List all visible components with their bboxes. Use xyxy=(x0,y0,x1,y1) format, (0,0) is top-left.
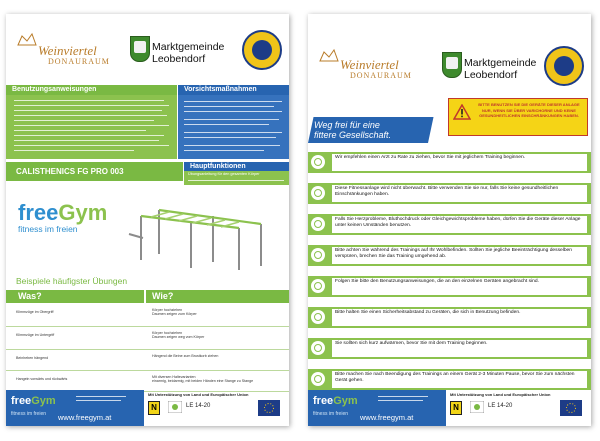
eu-farm-icon xyxy=(470,401,484,413)
brand-line1: Weinviertel xyxy=(340,57,399,72)
freegym-badge-icon xyxy=(311,155,325,169)
rule-item: Wir empfehlen einen Arzt zu Rate zu ziehen, bevor Sie mit jeglichem Training beginnen. xyxy=(308,152,591,173)
warning-text: BITTE BENUTZEN SIE DIE GERÄTE DIESER ANLAGE NUR, WENN SIE ÜBER VARICHORNE UND KEINE GESUNDHEITLICHEN EINSCHRÄNKUNGEN HABEN. xyxy=(478,102,580,118)
main-functions-header: Hauptfunktionen xyxy=(184,162,289,171)
warning-box xyxy=(448,98,588,136)
rule-item: Folgen Sie bitte den Benutzungsanweisungen, die an den einzelnen Geräten angebracht sind. xyxy=(308,276,591,297)
examples-title: Beispiele häufigster Übungen xyxy=(16,276,128,286)
weinviertel-logo xyxy=(318,58,412,81)
eu-flag-icon xyxy=(258,400,280,416)
instruction-sheet-left xyxy=(6,14,289,426)
instruction-sheet-right xyxy=(308,14,591,426)
column-header-was: Was? xyxy=(6,290,144,303)
column-header-wie: Wie? xyxy=(146,290,289,303)
slogan: Weg frei für eine fittere Gesellschaft. xyxy=(314,120,392,140)
support-text: Mit Unterstützung von Land und Europäischer Union xyxy=(450,392,551,397)
footer-website: www.freegym.at xyxy=(58,413,112,422)
municipality-name: Marktgemeinde Leobendorf xyxy=(464,57,537,81)
freegym-badge-icon xyxy=(311,248,325,262)
footer-freegym-logo: freeGym xyxy=(11,395,56,407)
freegym-badge-icon xyxy=(311,279,325,293)
freegym-badge-icon xyxy=(311,341,325,355)
eu-flag-icon xyxy=(560,400,582,416)
device-name: CALISTHENICS FG PRO 003 xyxy=(6,162,183,181)
calisthenics-rig-illustration xyxy=(121,190,281,272)
table-row: Klimmzüge im Untergriff Körper hochziehen Daumen zeigen weg vom Körper xyxy=(6,327,289,350)
footer-tagline: fitness im freien xyxy=(313,411,349,417)
table-row: Hangeln vorwärts und rückwärts Mit diversen Haltevarianten einarmig, beidarmig, mit beiden Händen eine Stange zu Stange xyxy=(6,371,289,392)
coat-of-arms-icon xyxy=(442,52,462,78)
footer xyxy=(6,390,289,426)
lower-austria-logo: N xyxy=(450,401,462,415)
freegym-badge-icon xyxy=(311,186,325,200)
rule-item: Falls Sie Herzprobleme, Bluthochdruck oder Gleichgewichtsprobleme haben, dürfen Sie die Geräte dieser Anlage unter keinen Umständen benutzen. xyxy=(308,214,591,235)
footer-freegym-logo: freeGym xyxy=(313,395,358,407)
footer-tagline: fitness im freien xyxy=(11,411,47,417)
warning-icon xyxy=(453,104,471,120)
table-row: Beinheben hängend Hängend die Beine zum Brustkorb ziehen xyxy=(6,350,289,371)
castle-icon xyxy=(318,48,340,62)
brand-line2: DONAURAUM xyxy=(350,71,412,80)
rule-item: Bitte machen Sie nach Beendigung des Trainings an einem Gerät 2-3 Minuten Pause, bevor Sie zum nächsten Gerät gehen. xyxy=(308,369,591,390)
usage-header: Benutzungsanweisungen xyxy=(6,85,177,95)
footer xyxy=(308,390,591,426)
brand-line2: DONAURAUM xyxy=(48,57,110,66)
weinviertel-logo xyxy=(16,44,110,67)
rule-item: Bitte halten Sie einen Sicherheitsabstand zu Geräten, die sich in Benutzung befinden. xyxy=(308,307,591,328)
main-function-item: Übungsanleitung für den gesamten Körper xyxy=(188,172,260,176)
rule-item: Sie sollten sich kurz aufwärmen, bevor Sie mit dem Training beginnen. xyxy=(308,338,591,359)
freegym-tagline: fitness im freien xyxy=(18,224,78,234)
footer-website: www.freegym.at xyxy=(360,413,414,422)
lions-club-logo xyxy=(242,30,282,70)
rule-item: Diese Fitnessanlage wird nicht überwacht. Bitte verwenden Sie sie nur, falls Sie keine gesundheitlichen Einschränkungen haben. xyxy=(308,183,591,204)
le-program-label: LE 14-20 xyxy=(488,403,513,409)
table-row: Klimmzüge im Obergriff Körper hochziehen Daumen zeigen zum Körper xyxy=(6,304,289,327)
precautions-panel xyxy=(178,95,289,159)
freegym-logo: freeGym xyxy=(18,200,108,225)
freegym-badge-icon xyxy=(311,310,325,324)
freegym-badge-icon xyxy=(311,372,325,386)
usage-panel xyxy=(6,95,177,159)
coat-of-arms-icon xyxy=(130,36,150,62)
le-program-label: LE 14-20 xyxy=(186,403,211,409)
brand-line1: Weinviertel xyxy=(38,43,97,58)
freegym-badge-icon xyxy=(311,217,325,231)
main-functions-panel xyxy=(184,171,289,185)
support-text: Mit Unterstützung von Land und Europäischer Union xyxy=(148,392,249,397)
municipality-name: Marktgemeinde Leobendorf xyxy=(152,41,225,65)
castle-icon xyxy=(16,32,38,46)
precautions-header: Vorsichtsmaßnahmen xyxy=(178,85,289,95)
rule-item: Bitte achten Sie während des Trainings auf Ihr Wohlbefinden. Sollten Sie jegliche Beeinträchtigung desselben verspüren, brechen Sie das Training umgehend ab. xyxy=(308,245,591,266)
eu-farm-icon xyxy=(168,401,182,413)
lions-club-logo xyxy=(544,46,584,86)
lower-austria-logo: N xyxy=(148,401,160,415)
